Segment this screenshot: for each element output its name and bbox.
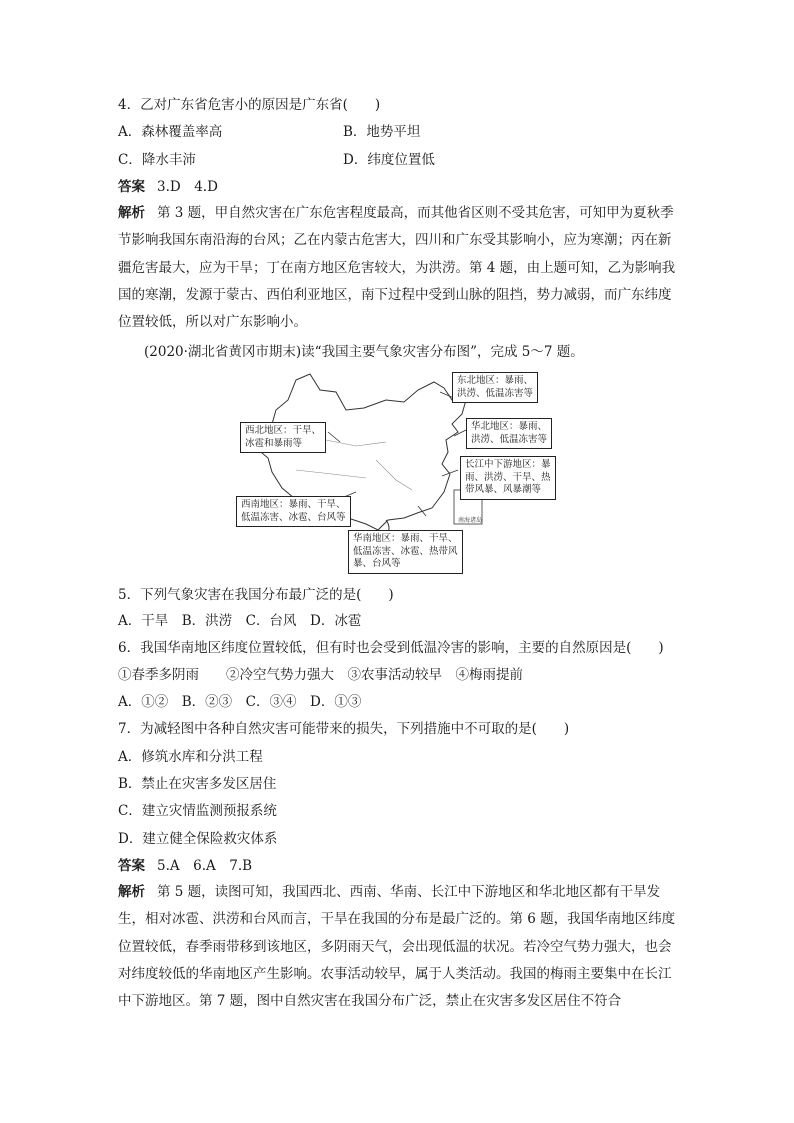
q7-option-a: A．修筑水库和分洪工程 (118, 749, 263, 765)
map-label-north: 华北地区：暴雨、 洪涝、低温冻害等 (466, 418, 552, 449)
q4-option-a: A．森林覆盖率高 (118, 124, 223, 140)
q4-stem: 4．乙对广东省危害小的原因是广东省( ) (118, 97, 381, 113)
q4-option-d: D．纬度位置低 (343, 152, 435, 168)
answer-text: 3.D 4.D (157, 179, 218, 195)
answer-text: 5.A 6.A 7.B (157, 858, 253, 874)
analysis-label: 解析 (118, 884, 145, 900)
analysis-label: 解析 (118, 205, 145, 221)
analysis-block-1 (118, 200, 678, 336)
q6-options: A．①② B．②③ C．③④ D．①③ (118, 694, 362, 710)
answer-label: 答案 (118, 858, 145, 874)
q4-option-c: C．降水丰沛 (118, 152, 196, 168)
map-question-intro: (2020·湖北省黄冈市期末)读“我国主要气象灾害分布图”，完成 5～7 题。 (144, 344, 584, 360)
q7-option-b: B．禁止在灾害多发区居住 (118, 776, 277, 792)
q5-stem: 5．下列气象灾害在我国分布最广泛的是( ) (118, 587, 394, 603)
map-label-northeast: 东北地区：暴雨、 洪涝、低温冻害等 (452, 372, 538, 403)
q7-stem: 7．为减轻图中各种自然灾害可能带来的损失，下列措施中不可取的是( ) (118, 721, 570, 737)
map-label-northwest: 西北地区：干旱、 冰雹和暴雨等 (240, 422, 326, 453)
map-label-southwest: 西南地区：暴雨、干旱、 低温冻害、冰雹、台风等 (236, 496, 351, 527)
answer-label: 答案 (118, 179, 145, 195)
analysis-block-2 (118, 879, 678, 1015)
q6-items: ①春季多阴雨 ②冷空气势力强大 ③农事活动较早 ④梅雨提前 (118, 667, 523, 683)
map-label-south: 华南地区：暴雨、干旱、 低温冻害、冰雹、热带风 暴、台风等 (348, 530, 463, 574)
analysis-text: 第 5 题，读图可知，我国西北、西南、华南、长江中下游地区和华北地区都有干旱发生，相对冰雹、洪涝和台风而言，干旱在我国的分布是最广泛的。第 6 题，我国华南地区纬度位置较低，春季雨带移到该地区，多阴雨天气，会出现低温的状况。若冷空气势力强大，也会对纬度较低的华南地区产生影响。农事活动较早，属于人类活动。我国的梅雨主要集中在长江中下游地区。第 7 题，图中自然灾害在我国分布广泛，禁止在灾害多发区居住不符合 (118, 884, 676, 1010)
q4-option-b: B．地势平坦 (343, 124, 421, 140)
q7-option-d: D．建立健全保险救灾体系 (118, 831, 278, 847)
q6-stem: 6．我国华南地区纬度位置较低，但有时也会受到低温冷害的影响，主要的自然原因是( ) (118, 640, 664, 656)
map-label-yangtze: 长江中下游地区：暴 雨、洪涝、干旱、热 带风暴、风暴潮等 (460, 456, 556, 500)
answer-block-2 (118, 856, 678, 876)
answer-block-1 (118, 177, 678, 197)
analysis-text: 第 3 题，甲自然灾害在广东危害程度最高，而其他省区则不受其危害，可知甲为夏秋季节影响我国东南沿海的台风；乙在内蒙古危害大，四川和广东受其影响小，应为寒潮；丙在新疆危害最大，应为干旱；丁在南方地区危害较大，为洪涝。第 4 题，由上题可知，乙为影响我国的寒潮，发源于蒙古、西伯利亚地区，南下过程中受到山脉的阻挡，势力减弱，而广东纬度位置较低，所以对广东影响小。 (118, 205, 676, 331)
weather-disaster-map (236, 370, 560, 576)
q5-options: A．干旱 B．洪涝 C．台风 D．冰雹 (118, 613, 362, 629)
map-inset-label: 南海诸岛 (458, 517, 483, 524)
q7-option-c: C．建立灾情监测预报系统 (118, 803, 277, 819)
